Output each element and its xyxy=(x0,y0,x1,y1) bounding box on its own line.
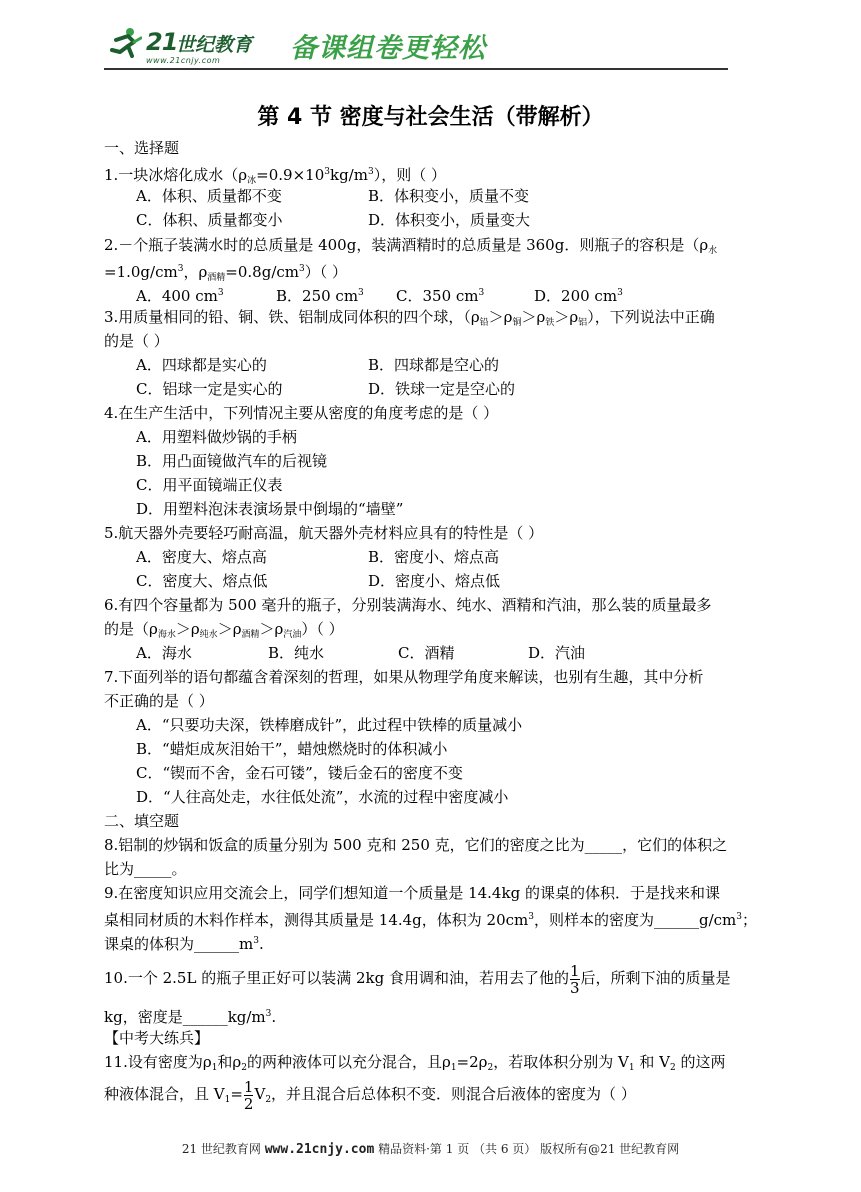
q2-option-d: D．200 $cm^3$ xyxy=(534,287,623,305)
q7-option-b: B．“蜡炬成灰泪始干”，蜡烛燃烧时的体积减小 xyxy=(136,740,448,758)
q2-option-b: B．250 $cm^3$ xyxy=(276,287,364,305)
fraction-one-half: $\frac{1}{2}$ xyxy=(243,1077,254,1113)
q11-stem-line2: 种液体混合，且 $V_1=$ $\frac{1}{2}$ $V_2$，并且混合后总体积不变．则混合后液体的密度为（ ） xyxy=(104,1077,636,1113)
q2-option-c: C．350 $cm^3$ xyxy=(396,287,485,305)
q10-stem-line2: kg，密度是$\_\_\_\_\_\_kg/m^3$. xyxy=(104,1008,277,1026)
q4-option-b: B．用凸面镜做汽车的后视镜 xyxy=(136,452,328,470)
logo-number: 21 xyxy=(146,28,178,56)
q8-stem-line2: 比为_____。 xyxy=(104,860,187,878)
q3-stem-line2: 的是（ ） xyxy=(104,332,169,350)
q8-stem-line1: 8.铝制的炒锅和饭盒的质量分别为 500 克和 250 克，它们的密度之比为_____，它们的体积之 xyxy=(104,836,728,854)
q11-stem-line1: 11.设有密度为$\rho_1$和$\rho_2$的两种液体可以充分混合，且$\rho_1=2\rho_2$，若取体积分别为 $V_1$ 和 $V_2$ 的这两 xyxy=(104,1053,726,1073)
section-heading-choice: 一、选择题 xyxy=(104,139,180,157)
q6-option-b: B．纯水 xyxy=(268,644,325,662)
q4-option-d: D．用塑料泡沫表演场景中倒塌的“墙壁” xyxy=(136,500,404,518)
q3-option-c: C．铝球一定是实心的 xyxy=(136,380,283,398)
q4-stem: 4.在生产生活中，下列情况主要从密度的角度考虑的是（ ） xyxy=(104,404,499,422)
q1-option-a: A．体积、质量都不变 xyxy=(136,187,282,205)
q9-stem-line2: 桌相同材质的木料作样本，测得其质量是 14.4g，体积为 $20cm^3$，则样本的密度为$\_\_\_\_\_\_g/cm^3$； xyxy=(104,911,758,929)
page-title: 第 4 节 密度与社会生活（带解析） xyxy=(257,105,604,130)
q6-option-a: A．海水 xyxy=(136,644,192,662)
q9-stem-line1: 9.在密度知识应用交流会上，同学们想知道一个质量是 14.4kg 的课桌的体积．于是找来和课 xyxy=(104,884,720,902)
q5-option-b: B．密度小、熔点高 xyxy=(368,548,500,566)
section-heading-fill: 二、填空题 xyxy=(104,812,180,830)
q1-option-c: C．体积、质量都变小 xyxy=(136,211,283,229)
q1-option-b: B．体积变小，质量不变 xyxy=(368,187,530,205)
q10-stem-line1: 10.一个 2.5L 的瓶子里正好可以装满 2kg 食用调和油，若用去了他的 $\frac{1}{3}$ 后，所剩下油的质量是 xyxy=(104,961,731,997)
q7-option-a: A．“只要功夫深，铁棒磨成针”，此过程中铁棒的质量减小 xyxy=(136,716,523,734)
q7-option-d: D．“人往高处走，水往低处流”，水流的过程中密度减小 xyxy=(136,788,509,806)
q3-option-d: D．铁球一定是空心的 xyxy=(368,380,516,398)
header-divider xyxy=(104,68,728,70)
header-slogan: 备课组卷更轻松 xyxy=(290,33,486,64)
logo-url: www.21cnjy.com xyxy=(146,56,221,65)
q5-option-a: A．密度大、熔点高 xyxy=(136,548,267,566)
q3-stem-line1: 3.用质量相同的铅、铜、铁、铝制成同体积的四个球，$(\rho_铅>\rho_铜>\rho_铁>\rho_铝)$，下列说法中正确 xyxy=(104,308,715,328)
q4-option-a: A．用塑料做炒锅的手柄 xyxy=(136,428,297,446)
page-footer: 21 世纪教育网 www.21cnjy.com 精品资料·第 1 页 （共 6 页） 版权所有@21 世纪教育网 xyxy=(181,1142,680,1157)
q5-stem: 5.航天器外壳要轻巧耐高温，航天器外壳材料应具有的特性是（ ） xyxy=(104,524,544,542)
q4-option-c: C．用平面镜端正仪表 xyxy=(136,476,283,494)
runner-logo-icon xyxy=(108,26,142,60)
q3-option-a: A．四球都是实心的 xyxy=(136,356,267,374)
q6-stem-line1: 6.有四个容量都为 500 毫升的瓶子，分别装满海水、纯水、酒精和汽油，那么装的质量最多 xyxy=(104,596,712,614)
q5-option-d: D．密度小、熔点低 xyxy=(368,572,501,590)
q6-option-c: C．酒精 xyxy=(398,644,455,662)
logo-text: 世纪教育 xyxy=(176,34,253,56)
q9-stem-line3: 课桌的体积为$\_\_\_\_\_\_m^3$. xyxy=(104,935,264,953)
footer-url: www.21cnjy.com xyxy=(264,1142,375,1157)
q1-option-d: D．体积变小，质量变大 xyxy=(368,211,531,229)
exam-practice-heading: 【中考大练兵】 xyxy=(104,1029,210,1047)
q2-stem-line1: 2.－个瓶子装满水时的总质量是 400g，装满酒精时的总质量是 360g．则瓶子的容积是（$\rho_水$ xyxy=(104,236,718,256)
q6-option-d: D．汽油 xyxy=(528,644,586,662)
fraction-one-third: $\frac{1}{3}$ xyxy=(569,961,580,997)
q7-option-c: C．“锲而不舍，金石可镂”，镂后金石的密度不变 xyxy=(136,764,463,782)
q7-stem-line1: 7.下面列举的语句都蕴含着深刻的哲理，如果从物理学角度来解读，也别有生趣，其中分析 xyxy=(104,668,704,686)
q7-stem-line2: 不正确的是（ ） xyxy=(104,692,214,710)
q5-option-c: C．密度大、熔点低 xyxy=(136,572,268,590)
page-header xyxy=(104,22,728,70)
q6-stem-line2: 的是$(\rho_{海水}>\rho_{纯水}>\rho_{酒精}>\rho_{汽油})$（ ） xyxy=(104,620,344,640)
q2-stem-line2: $=1.0g/cm^3$，$\rho_{酒精}=0.8g/cm^3$）（ ） xyxy=(104,263,348,283)
q1-stem: 1.一块冰熔化成水$(\rho_冰=0.9\times 10^3kg/m^3)$，则（ ） xyxy=(104,166,446,186)
q2-option-a: A．400 $cm^3$ xyxy=(136,287,224,305)
q3-option-b: B．四球都是空心的 xyxy=(368,356,500,374)
